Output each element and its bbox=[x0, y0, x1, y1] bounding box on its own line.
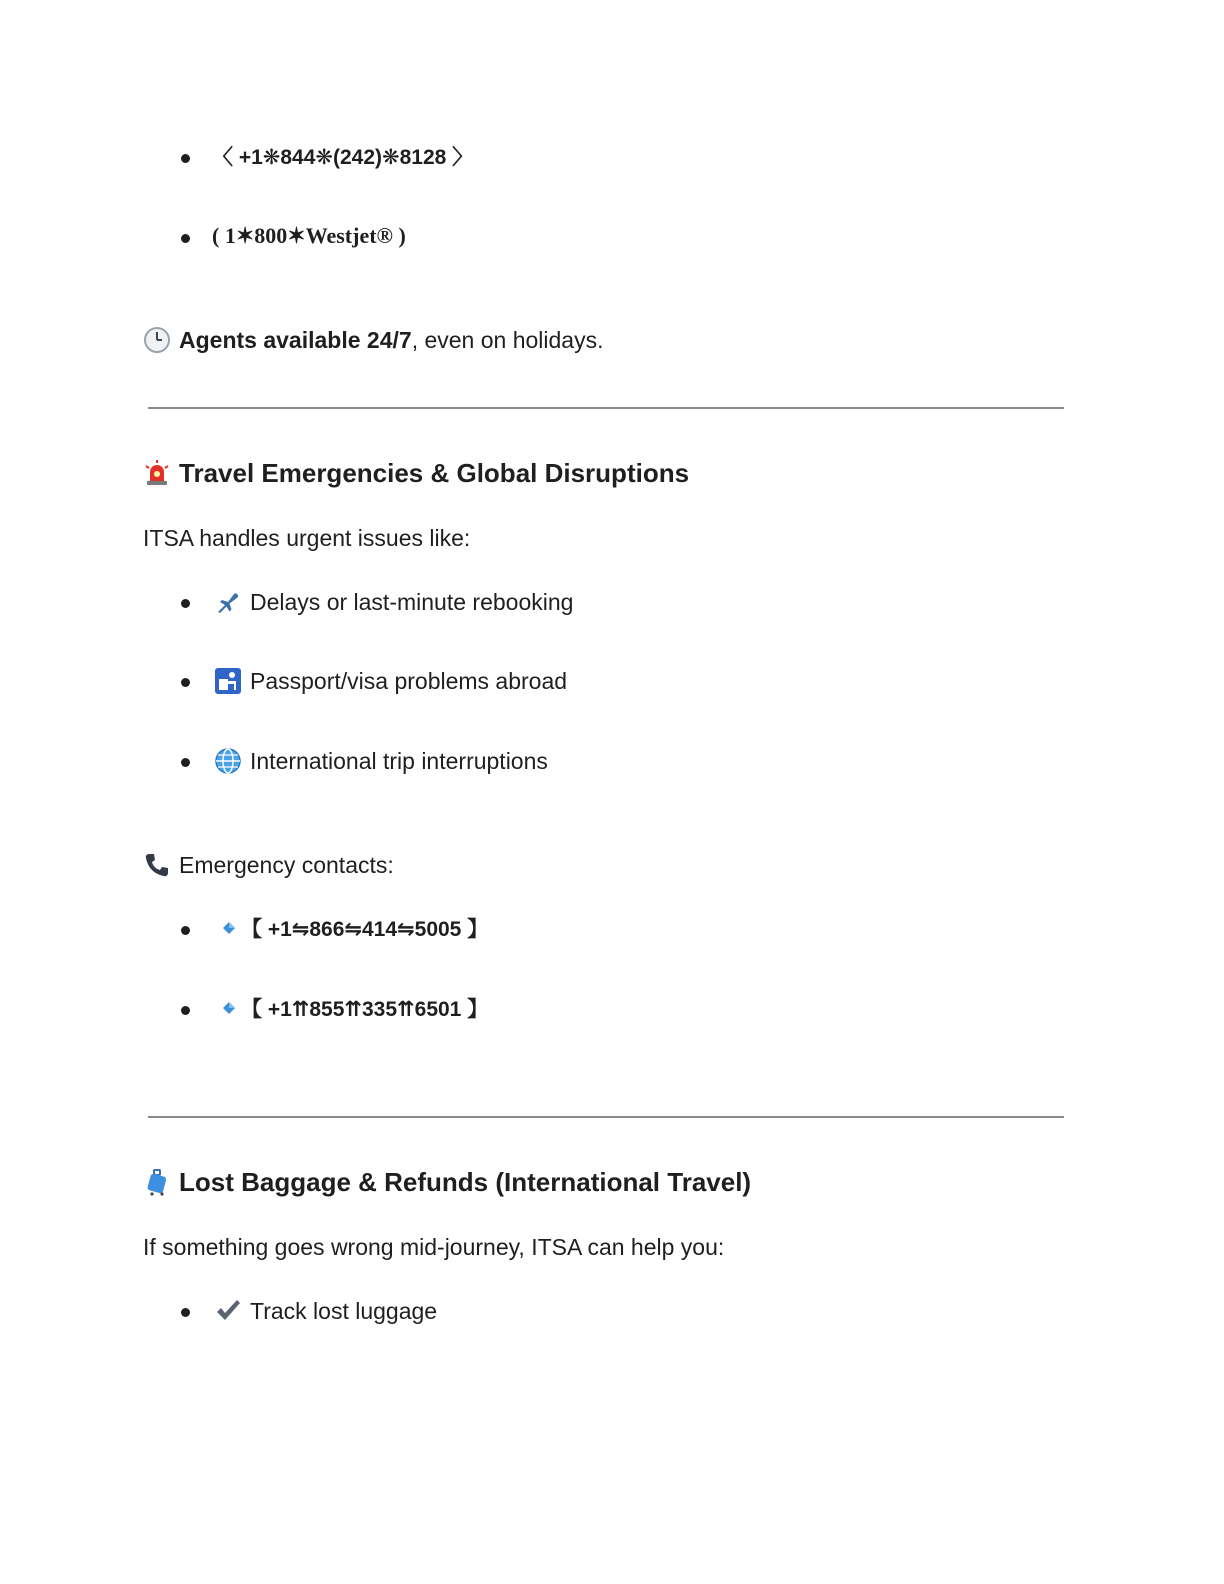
luggage-icon bbox=[143, 1168, 171, 1196]
baggage-heading bbox=[143, 1166, 751, 1198]
list-item bbox=[214, 667, 567, 697]
airplane-icon bbox=[214, 588, 242, 616]
emergency-contacts-text: Emergency contacts: bbox=[179, 852, 394, 878]
list-item-text: Track lost luggage bbox=[250, 1298, 438, 1324]
bullet-dot bbox=[181, 1006, 190, 1015]
baggage-heading-text: Lost Baggage & Refunds (International Travel) bbox=[179, 1167, 752, 1197]
list-item-text: Passport/visa problems abroad bbox=[250, 668, 568, 694]
bullet-dot bbox=[181, 1308, 190, 1317]
emergency-phone-2 bbox=[219, 996, 488, 1024]
emergency-phone-1 bbox=[219, 916, 488, 944]
bullet-dot bbox=[181, 154, 190, 163]
emergency-phone-2-text: 【 +1⇈855⇈335⇈6501 】 bbox=[241, 998, 489, 1021]
list-item bbox=[214, 588, 573, 618]
siren-icon bbox=[143, 459, 171, 487]
availability-rest: , even on holidays. bbox=[411, 327, 604, 353]
divider bbox=[148, 407, 1064, 409]
baggage-intro: If something goes wrong mid-journey, ITSA can help you: bbox=[143, 1234, 725, 1260]
availability-bold: Agents available 24/7 bbox=[179, 327, 412, 353]
list-item bbox=[214, 747, 548, 777]
emergencies-heading-text: Travel Emergencies & Global Disruptions bbox=[179, 458, 690, 488]
bullet-dot bbox=[181, 758, 190, 767]
emergencies-intro: ITSA handles urgent issues like: bbox=[143, 525, 471, 551]
clock-icon bbox=[143, 326, 171, 354]
emergency-phone-1-text: 【 +1⇋866⇋414⇋5005 】 bbox=[241, 918, 489, 941]
bullet-dot bbox=[181, 234, 190, 243]
telephone-icon bbox=[143, 851, 171, 879]
bullet-dot bbox=[181, 926, 190, 935]
blue-diamond-icon bbox=[219, 998, 239, 1018]
check-mark-icon bbox=[214, 1297, 242, 1325]
phone-number-1: 〈 +1❋844❋(242)❋8128 〉 bbox=[212, 146, 474, 169]
globe-icon bbox=[214, 747, 242, 775]
availability-line bbox=[143, 326, 603, 356]
emergencies-heading bbox=[143, 457, 689, 489]
emergency-contacts-label bbox=[143, 851, 394, 881]
phone-number-2: ( 1✶800✶Westjet® ) bbox=[212, 223, 406, 248]
passport-control-icon bbox=[214, 667, 242, 695]
bullet-dot bbox=[181, 599, 190, 608]
list-item-text: International trip interruptions bbox=[250, 748, 548, 774]
divider bbox=[148, 1116, 1064, 1118]
list-item-text: Delays or last-minute rebooking bbox=[250, 589, 574, 615]
list-item bbox=[214, 1297, 437, 1327]
blue-diamond-icon bbox=[219, 918, 239, 938]
bullet-dot bbox=[181, 678, 190, 687]
